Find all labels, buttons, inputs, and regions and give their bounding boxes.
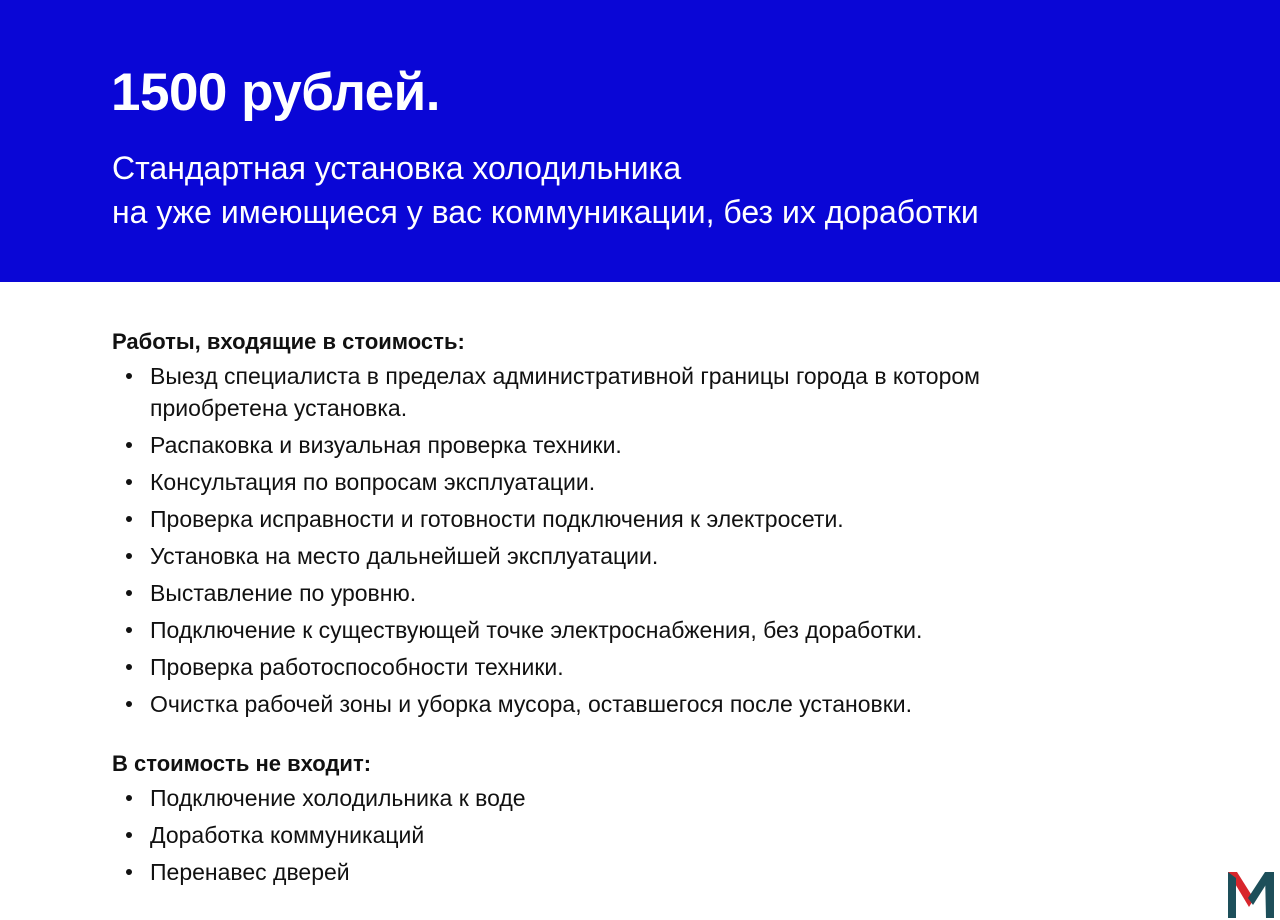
logo-teal-left-leg — [1228, 872, 1236, 918]
service-description-line-2: на уже имеющиеся у вас коммуникации, без их доработки — [112, 194, 979, 230]
excluded-works-heading: В стоимость не входит: — [112, 751, 372, 776]
list-item — [112, 503, 1112, 535]
bullet-icon — [126, 442, 132, 448]
list-item — [112, 688, 1112, 720]
bullet-icon — [126, 627, 132, 633]
list-item — [112, 577, 1112, 609]
list-item — [112, 540, 1112, 572]
list-item-text: Доработка коммуникаций — [150, 822, 425, 848]
list-item — [112, 429, 1112, 461]
list-item-text: Подключение холодильника к воде — [150, 785, 526, 811]
bullet-icon — [126, 832, 132, 838]
bullet-icon — [126, 590, 132, 596]
list-item-text: Распаковка и визуальная проверка техники. — [150, 432, 622, 458]
bullet-icon — [126, 869, 132, 875]
price-banner — [0, 0, 1280, 282]
list-item-text: Проверка исправности и готовности подключения к электросети. — [150, 506, 844, 532]
list-item-text: Выставление по уровню. — [150, 580, 417, 606]
list-item — [112, 819, 1112, 851]
included-works-heading: Работы, входящие в стоимость: — [112, 329, 465, 354]
bullet-icon — [126, 479, 132, 485]
service-description-line-1: Стандартная установка холодильника — [112, 150, 682, 186]
bullet-icon — [126, 516, 132, 522]
logo-teal-right-leg — [1265, 872, 1274, 918]
list-item-text: Выезд специалиста в пределах административной границы города в котором приобретена установка. — [150, 363, 980, 421]
bullet-icon — [126, 664, 132, 670]
list-item-text: Консультация по вопросам эксплуатации. — [150, 469, 596, 495]
list-item-text: Проверка работоспособности техники. — [150, 654, 564, 680]
included-works-list — [112, 360, 1112, 720]
excluded-works-list — [112, 782, 1112, 888]
included-works-section — [112, 324, 1112, 720]
list-item — [112, 360, 1112, 424]
list-item-text: Перенавес дверей — [150, 859, 350, 885]
list-item-text: Очистка рабочей зоны и уборка мусора, оставшегося после установки. — [150, 691, 912, 717]
list-item-text: Установка на место дальнейшей эксплуатации. — [150, 543, 659, 569]
list-item-text: Подключение к существующей точке электроснабжения, без доработки. — [150, 617, 923, 643]
list-item — [112, 614, 1112, 646]
list-item — [112, 466, 1112, 498]
list-item — [112, 782, 1112, 814]
list-item — [112, 651, 1112, 683]
list-item — [112, 856, 1112, 888]
excluded-works-section — [112, 746, 1112, 888]
service-description — [112, 146, 979, 234]
bullet-icon — [126, 553, 132, 559]
bullet-icon — [126, 795, 132, 801]
bullet-icon — [126, 373, 132, 379]
service-details — [112, 324, 1112, 893]
price-heading: 1500 рублей. — [111, 63, 440, 122]
bullet-icon — [126, 701, 132, 707]
m-letter-logo-icon — [1226, 872, 1276, 918]
